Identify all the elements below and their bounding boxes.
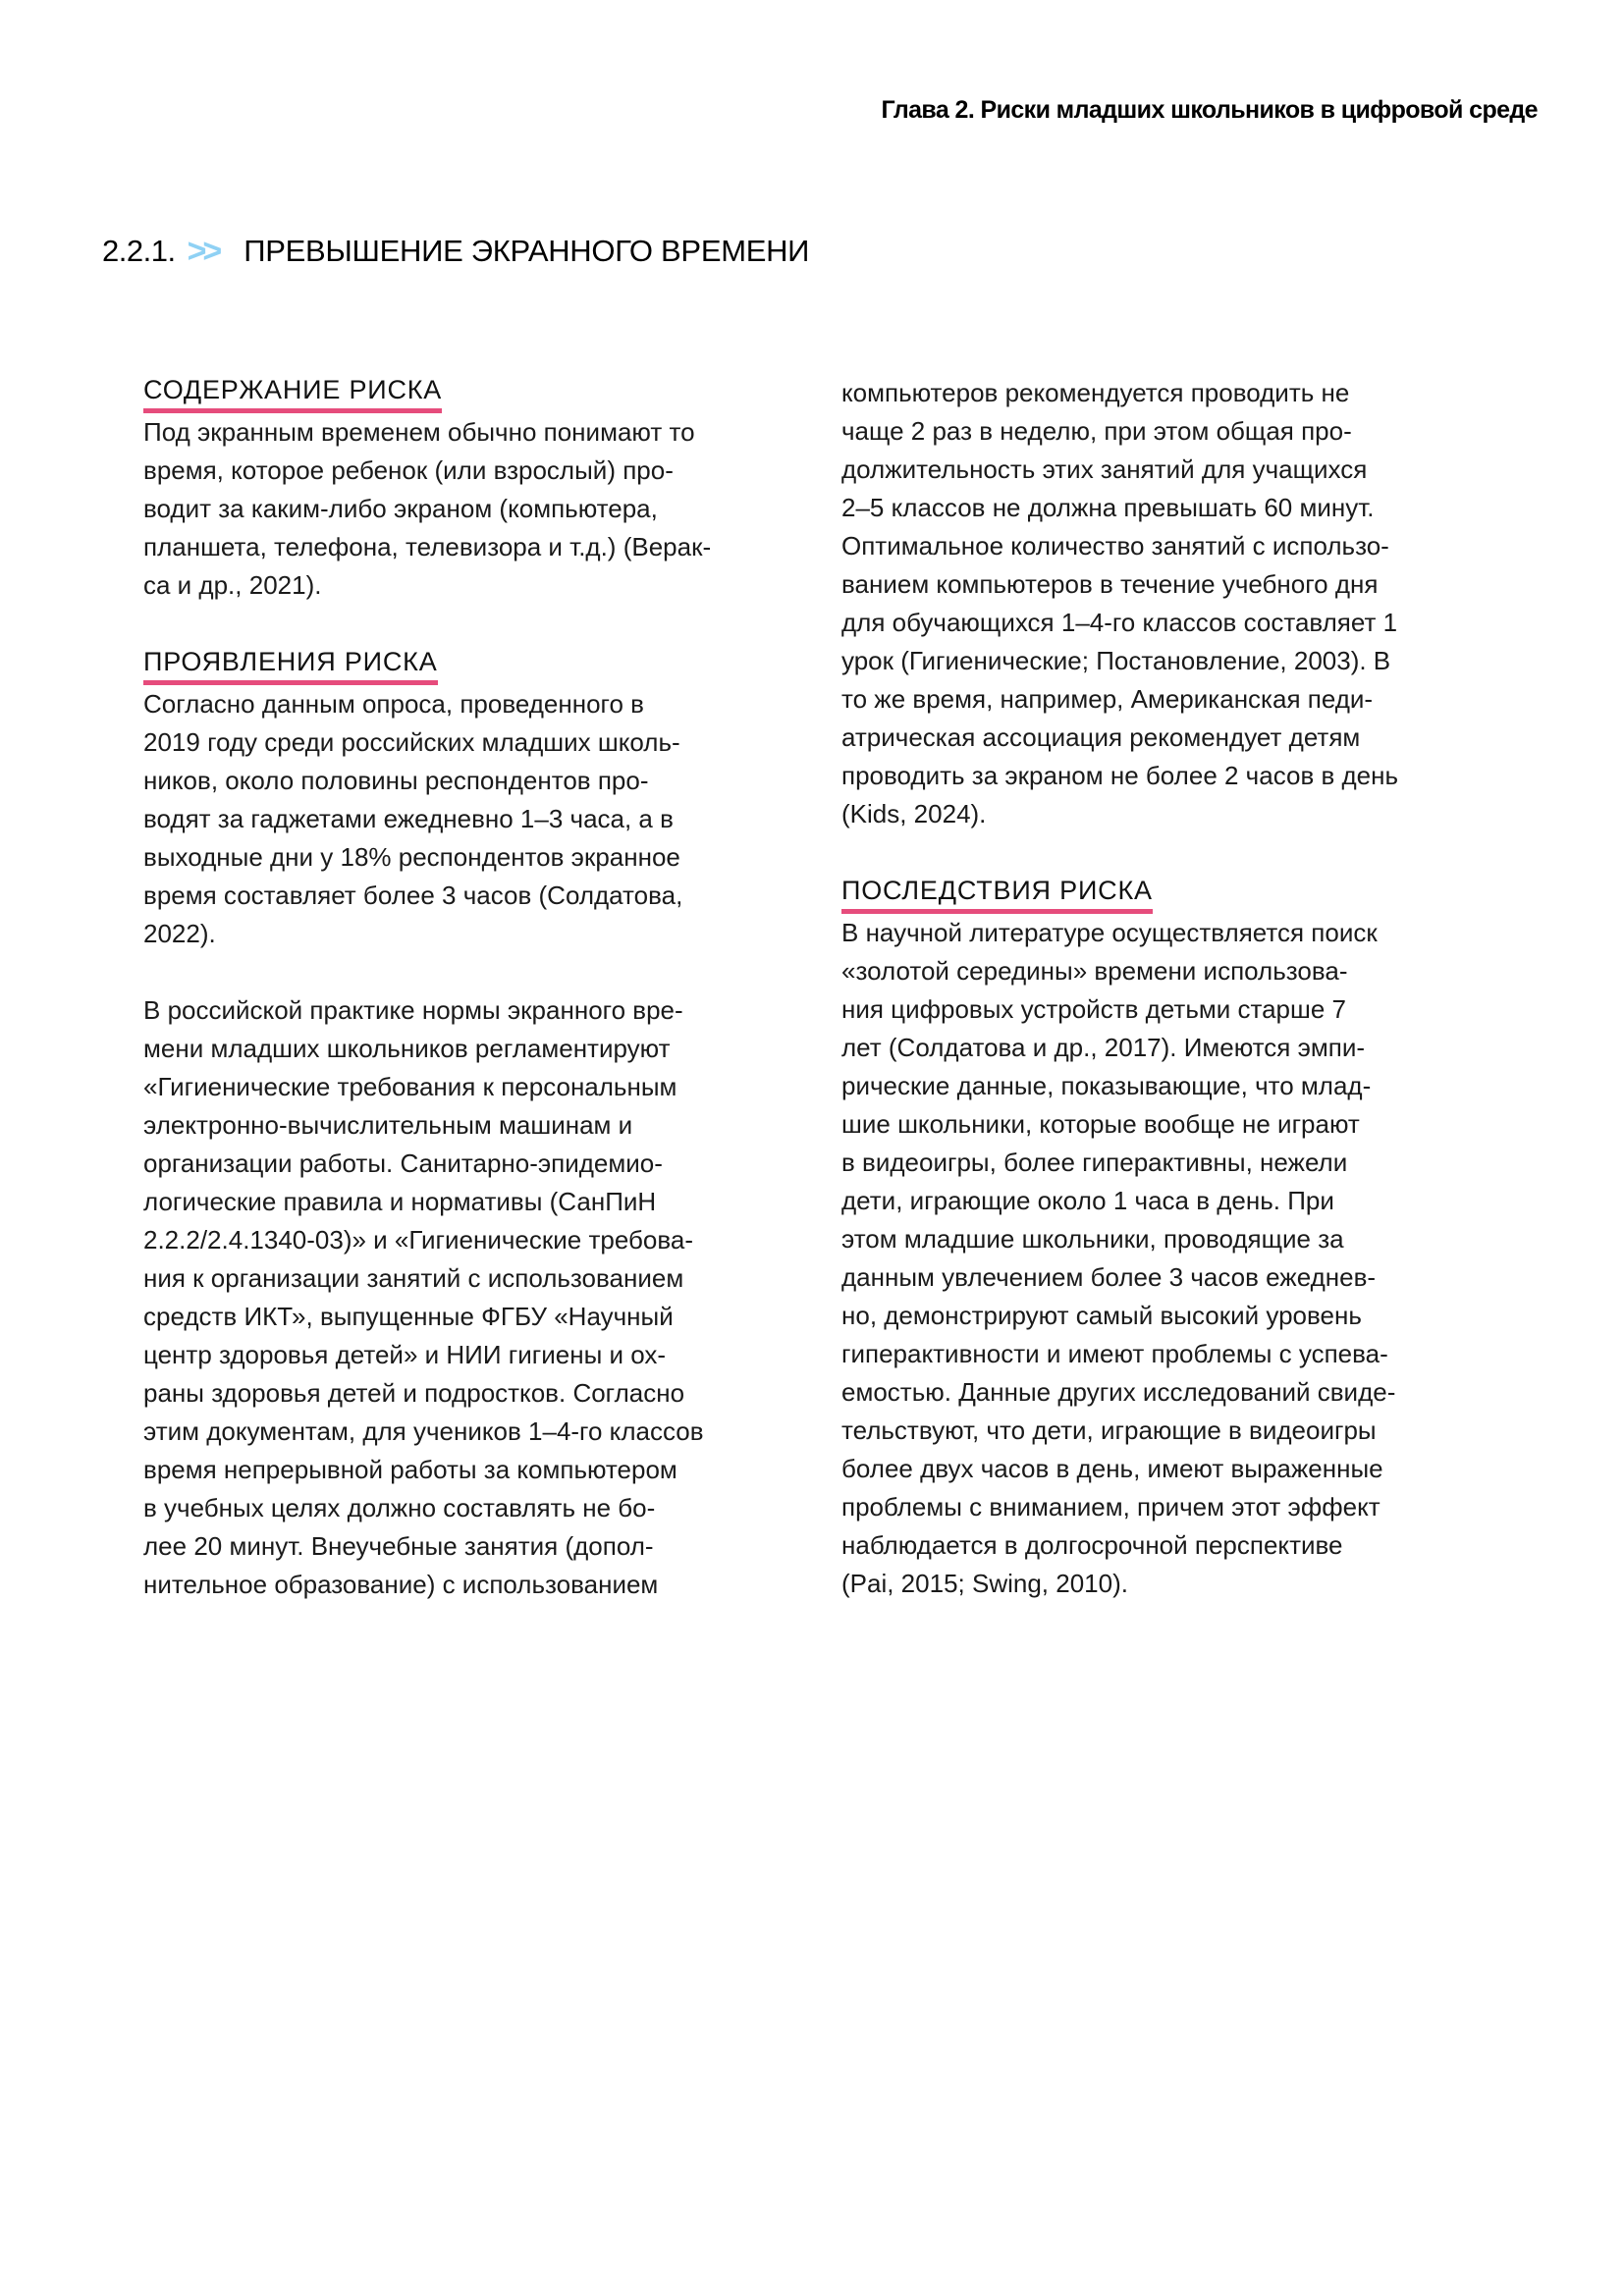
text-line: более двух часов в день, имеют выраженные — [841, 1454, 1383, 1483]
spacer — [841, 833, 1489, 872]
spacer — [143, 605, 791, 643]
text-line: центр здоровья детей» и НИИ гигиены и ох- — [143, 1340, 667, 1369]
subheading-text: СОДЕРЖАНИЕ РИСКА — [143, 375, 443, 404]
text-line: время составляет более 3 часов (Солдатова, — [143, 881, 683, 910]
text-line: атрическая ассоциация рекомендует детям — [841, 722, 1361, 752]
subheading-text: ПОСЛЕДСТВИЯ РИСКА — [841, 876, 1153, 905]
text-line: ванием компьютеров в течение учебного дня — [841, 569, 1379, 599]
subheading-underline — [143, 408, 442, 413]
paragraph-risk-content — [143, 413, 791, 605]
text-line: 2022). — [143, 919, 216, 948]
text-line: чаще 2 раз в неделю, при этом общая про- — [841, 416, 1352, 446]
text-line: ния к организации занятий с использованием — [143, 1263, 684, 1293]
text-line: лет (Солдатова и др., 2017). Имеются эмпи- — [841, 1033, 1365, 1062]
text-line: (Kids, 2024). — [841, 799, 987, 828]
text-line: ников, около половины респондентов про- — [143, 766, 649, 795]
paragraph-risk-manifestations — [143, 685, 791, 953]
subheading-risk-content — [143, 372, 442, 413]
text-line: водят за гаджетами ежедневно 1–3 часа, а в — [143, 804, 674, 833]
text-line: мени младших школьников регламентируют — [143, 1034, 671, 1063]
section-title — [244, 232, 809, 271]
text-line: время непрерывной работы за компьютером — [143, 1455, 677, 1484]
text-line: проблемы с вниманием, причем этот эффект — [841, 1492, 1380, 1522]
double-chevron-right-icon: >> — [187, 233, 219, 270]
right-column — [841, 374, 1489, 1603]
text-line: в видеоигры, более гиперактивны, нежели — [841, 1148, 1348, 1177]
text-line: В российской практике нормы экранного вре- — [143, 995, 683, 1025]
text-line: 2019 году среди российских младших школь- — [143, 727, 680, 757]
text-line: Под экранным временем обычно понимают то — [143, 417, 695, 447]
text-line: компьютеров рекомендуется проводить не — [841, 378, 1350, 407]
text-line: са и др., 2021). — [143, 570, 322, 600]
paragraph-regulations-continued — [841, 374, 1489, 833]
subheading-underline — [841, 909, 1153, 914]
text-line: дети, играющие около 1 часа в день. При — [841, 1186, 1334, 1215]
text-line: гиперактивности и имеют проблемы с успева- — [841, 1339, 1388, 1368]
text-line: наблюдается в долгосрочной перспективе — [841, 1530, 1343, 1560]
text-line: проводить за экраном не более 2 часов в день — [841, 761, 1399, 790]
subheading-risk-consequences — [841, 873, 1153, 914]
text-line: лее 20 минут. Внеучебные занятия (допол- — [143, 1531, 654, 1561]
paragraph-regulations — [143, 991, 791, 1604]
text-line: шие школьники, которые вообще не играют — [841, 1109, 1360, 1139]
text-line: в учебных целях должно составлять не бо- — [143, 1493, 656, 1522]
text-line: Оптимальное количество занятий с использо- — [841, 531, 1389, 561]
text-line: 2–5 классов не должна превышать 60 минут. — [841, 493, 1375, 522]
section-number: 2.2.1. — [102, 234, 176, 268]
text-line: организации работы. Санитарно-эпидемио- — [143, 1148, 663, 1178]
text-line: «Гигиенические требования к персональным — [143, 1072, 677, 1101]
text-line: ния цифровых устройств детьми старше 7 — [841, 994, 1347, 1024]
text-line: но, демонстрируют самый высокий уровень — [841, 1301, 1362, 1330]
section-title-text: ПРЕВЫШЕНИЕ ЭКРАННОГО ВРЕМЕНИ — [244, 234, 810, 268]
paragraph-risk-consequences — [841, 914, 1489, 1603]
text-line: «золотой середины» времени использова- — [841, 956, 1348, 986]
running-header: Глава 2. Риски младших школьников в цифровой среде — [881, 96, 1538, 124]
spacer — [143, 953, 791, 991]
text-line: электронно-вычислительным машинам и — [143, 1110, 633, 1140]
text-line: данным увлечением более 3 часов ежеднев- — [841, 1262, 1377, 1292]
subheading-risk-manifestations — [143, 644, 438, 685]
section-heading — [102, 232, 809, 271]
text-line: этом младшие школьники, проводящие за — [841, 1224, 1344, 1254]
text-line: 2.2.2/2.4.1340-03)» и «Гигиенические требова- — [143, 1225, 693, 1255]
text-line: средств ИКТ», выпущенные ФГБУ «Научный — [143, 1302, 674, 1331]
text-line: то же время, например, Американская педи- — [841, 684, 1374, 714]
subheading-underline — [143, 680, 438, 685]
text-line: урок (Гигиенические; Постановление, 2003). В — [841, 646, 1391, 675]
text-line: должительность этих занятий для учащихся — [841, 454, 1368, 484]
text-line: (Pai, 2015; Swing, 2010). — [841, 1569, 1128, 1598]
text-line: Согласно данным опроса, проведенного в — [143, 689, 644, 719]
text-line: раны здоровья детей и подростков. Согласно — [143, 1378, 685, 1408]
text-line: этим документам, для учеников 1–4-го классов — [143, 1416, 704, 1446]
text-line: время, которое ребенок (или взрослый) про- — [143, 455, 674, 485]
text-line: рические данные, показывающие, что млад- — [841, 1071, 1372, 1100]
text-line: для обучающихся 1–4-го классов составляет 1 — [841, 608, 1398, 637]
text-line: емостью. Данные других исследований свиде- — [841, 1377, 1396, 1407]
subheading-text: ПРОЯВЛЕНИЯ РИСКА — [143, 647, 438, 676]
text-line: выходные дни у 18% респондентов экранное — [143, 842, 680, 872]
text-line: В научной литературе осуществляется поиск — [841, 918, 1378, 947]
left-column — [143, 371, 791, 1604]
text-line: нительное образование) с использованием — [143, 1570, 659, 1599]
text-line: водит за каким-либо экраном (компьютера, — [143, 494, 658, 523]
text-line: логические правила и нормативы (СанПиН — [143, 1187, 657, 1216]
text-line: планшета, телефона, телевизора и т.д.) (Верак- — [143, 532, 712, 561]
text-line: тельствуют, что дети, играющие в видеоигры — [841, 1415, 1377, 1445]
